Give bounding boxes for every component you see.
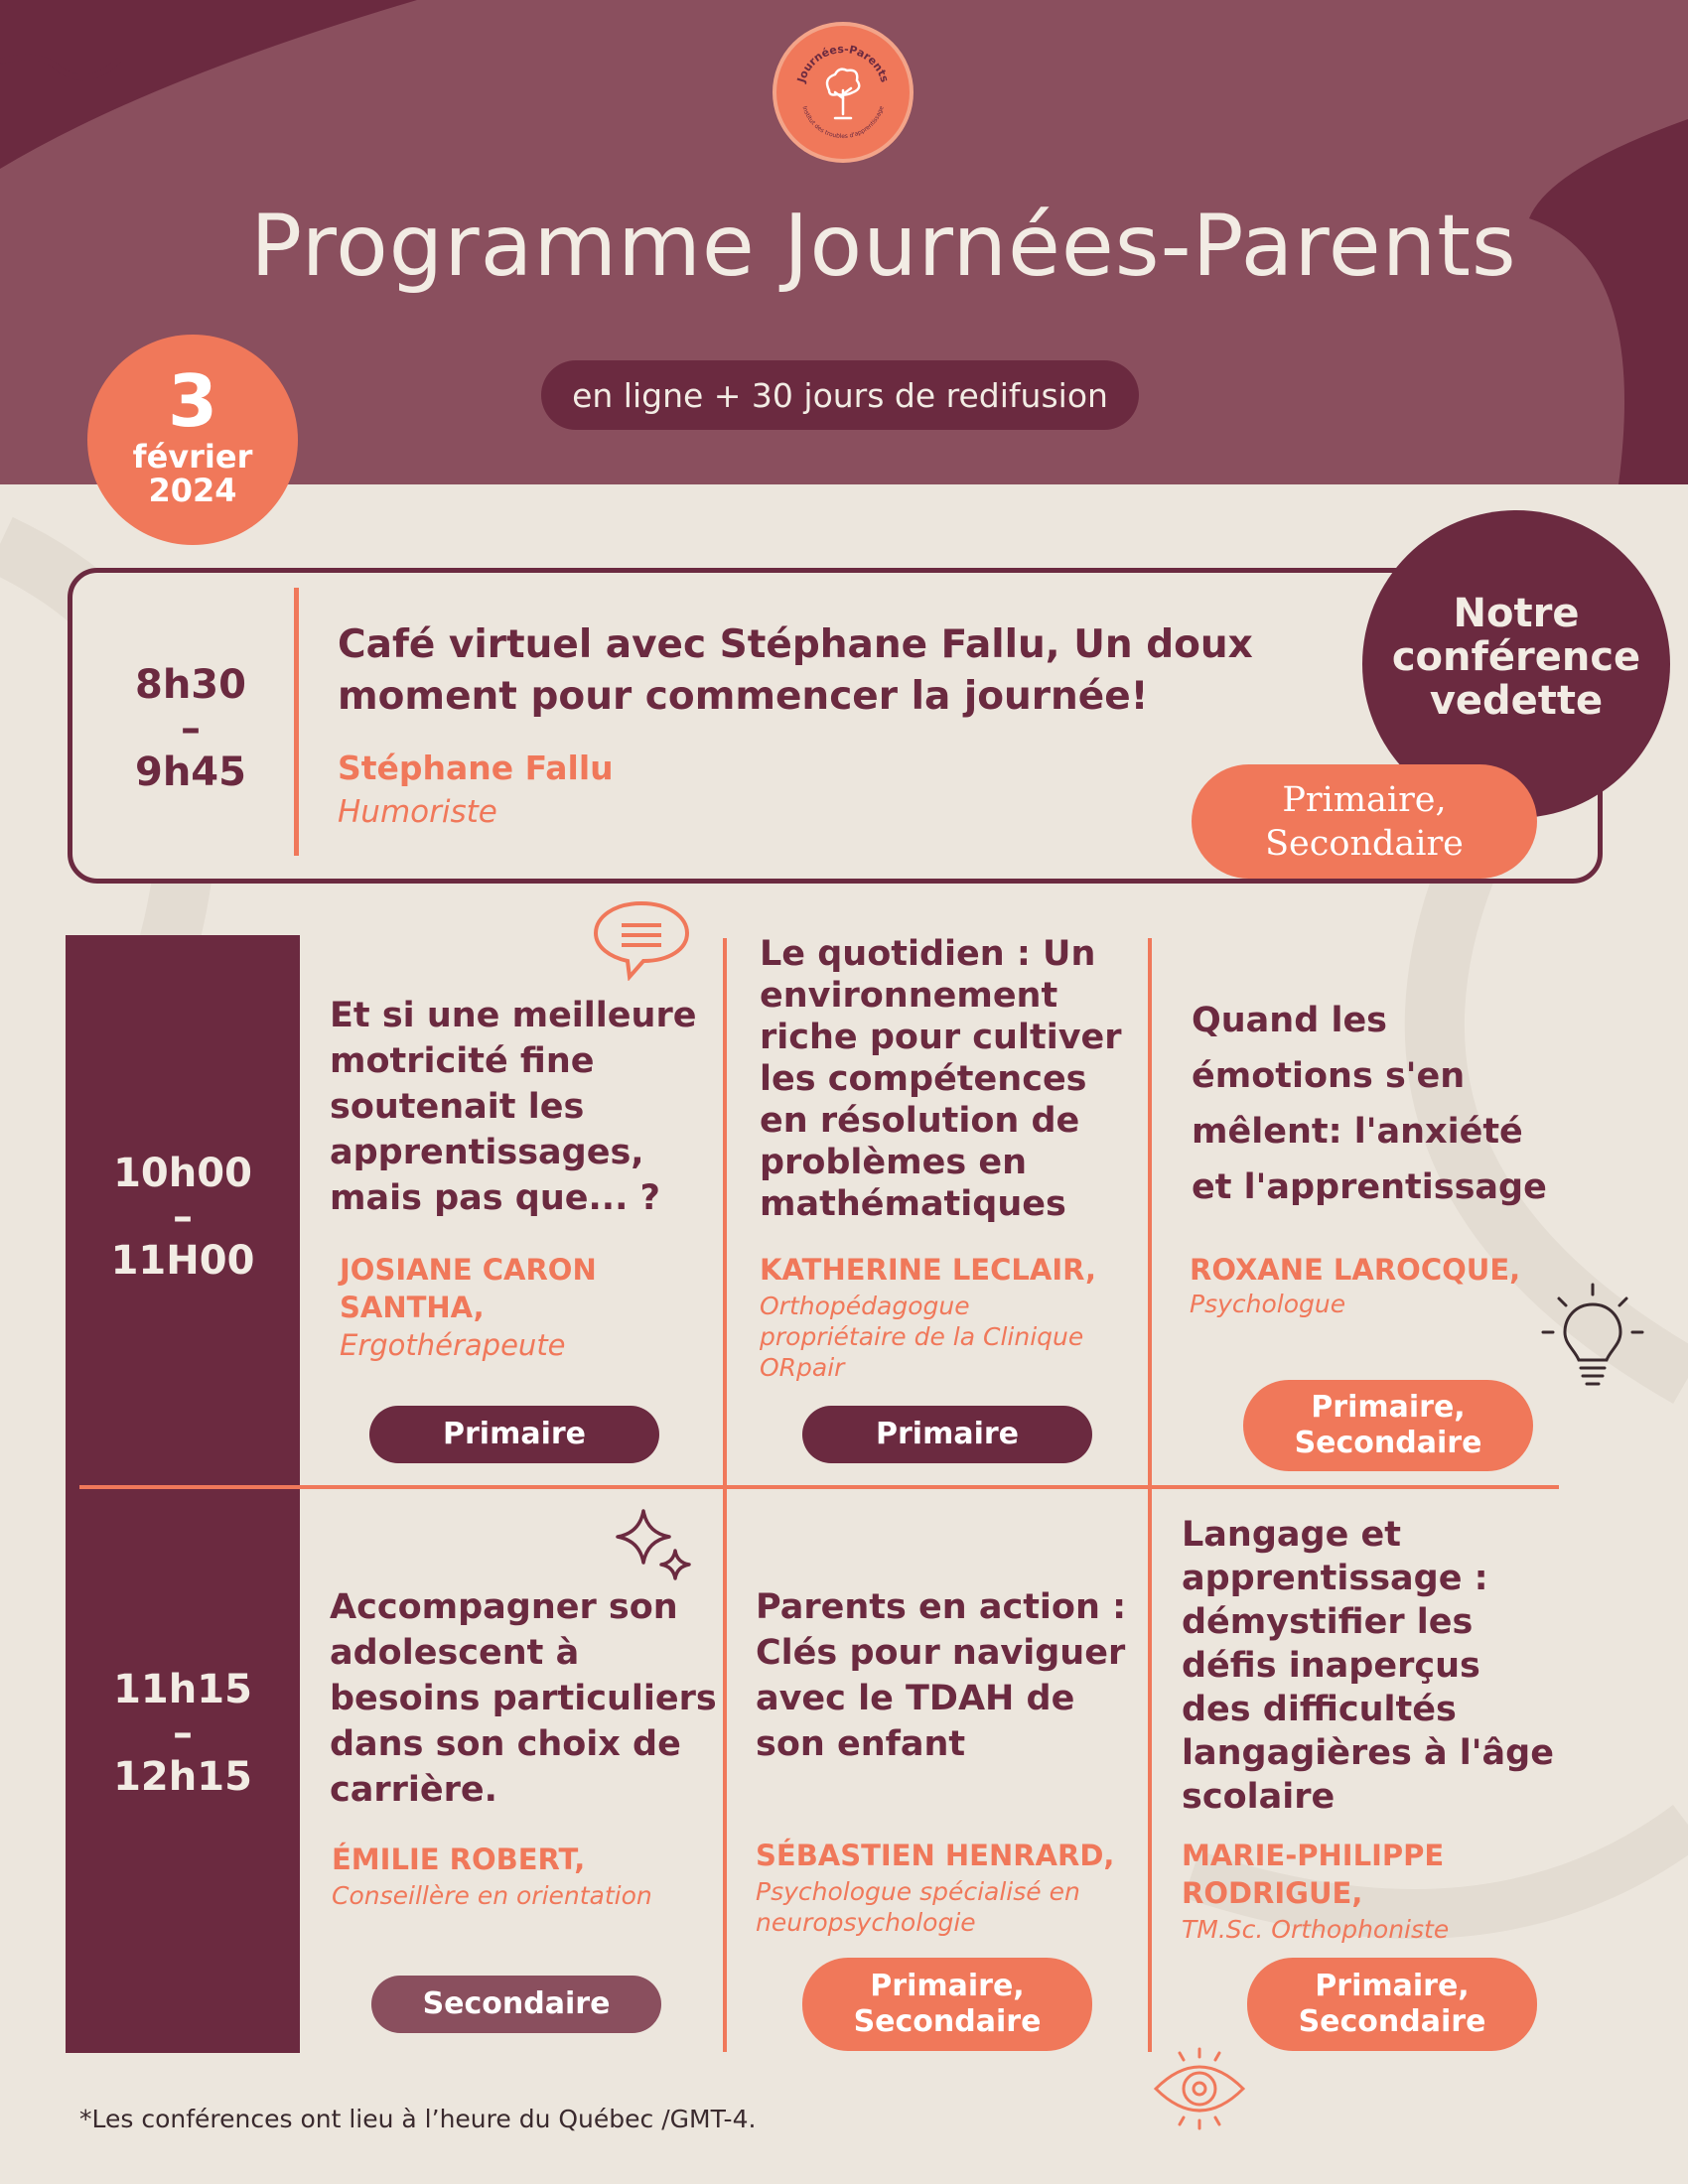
logo-text: Journées-Parents (794, 42, 892, 84)
level-line-2: Secondaire (1294, 1426, 1482, 1460)
slot-time-1 (66, 1152, 300, 1283)
featured-time (117, 663, 264, 794)
slot-time-sep: – (173, 1710, 193, 1756)
logo-subtext: Institut des troubles d'apprentissage (800, 105, 886, 141)
level-line-1: Primaire, (1315, 1969, 1470, 2003)
featured-time-start: 8h30 (135, 662, 246, 708)
brain-tree-icon (783, 33, 903, 152)
featured-time-sep: – (181, 706, 201, 751)
level-line-1: Primaire (443, 1417, 586, 1451)
level-pill (802, 1406, 1092, 1463)
eye-icon (1150, 2045, 1249, 2130)
session-title: Parents en action : Clés pour naviguer avec le TDAH de son enfant (756, 1587, 1127, 1764)
featured-badge: Notre conférence vedette (1362, 510, 1670, 818)
session-role: TM.Sc. Orthophoniste (1182, 1915, 1450, 1944)
column-divider (723, 938, 727, 2052)
level-pill (1243, 1380, 1533, 1471)
page-title: Programme Journées-Parents (250, 197, 1517, 296)
slot-time-start: 11h15 (113, 1667, 252, 1712)
date-day: 3 (167, 359, 218, 443)
featured-role: Humoriste (338, 794, 497, 830)
footnote: *Les conférences ont lieu à l’heure du Québec /GMT-4. (79, 2105, 757, 2133)
featured-title: Café virtuel avec Stéphane Fallu, Un doux moment pour commencer la journée! (338, 622, 1253, 719)
date-badge (87, 335, 298, 545)
session-speaker: SÉBASTIEN HENRARD, (756, 1839, 1115, 1872)
session-speaker: ÉMILIE ROBERT, (332, 1843, 586, 1876)
session-speaker: KATHERINE LECLAIR, (760, 1253, 1096, 1287)
level-line-1: Primaire, (870, 1969, 1025, 2003)
session-speaker: JOSIANE CARON SANTHA, (340, 1253, 597, 1324)
session-role: Orthopédagogue propriétaire de la Clinique ORpair (760, 1292, 1084, 1382)
logo (773, 22, 914, 163)
date-month: février (132, 438, 253, 476)
slot-time-2 (66, 1668, 300, 1799)
slot-time-end: 11H00 (110, 1238, 255, 1284)
online-note-pill: en ligne + 30 jours de redifusion (541, 360, 1139, 430)
session-role: Ergothérapeute (340, 1328, 566, 1362)
level-pill (371, 1976, 661, 2033)
svg-text:Journées-Parents (794, 43, 892, 85)
session-role: Psychologue (1190, 1290, 1346, 1318)
column-divider (1148, 938, 1152, 2052)
session-speaker: ROXANE LAROCQUE, (1190, 1253, 1521, 1287)
sparkle-icon (612, 1505, 701, 1590)
level-line-2: Secondaire (853, 2004, 1042, 2039)
session-speaker: MARIE-PHILIPPE RODRIGUE, (1182, 1839, 1445, 1910)
date-year: 2024 (148, 472, 237, 509)
session-role: Psychologue spécialisé en neuropsychologie (756, 1877, 1080, 1937)
session-title: Langage et apprentissage : démystifier les défis inaperçus des difficultés langagières à l'âge scolaire (1182, 1515, 1554, 1817)
slot-time-end: 12h15 (113, 1754, 252, 1800)
time-column (66, 935, 300, 2053)
level-line-1: Primaire, (1282, 779, 1447, 820)
level-pill (369, 1406, 659, 1463)
level-line-1: Secondaire (422, 1986, 611, 2021)
featured-time-end: 9h45 (135, 750, 246, 795)
row-divider (79, 1485, 1559, 1489)
level-line-2: Secondaire (1265, 823, 1464, 864)
session-title: Et si une meilleure motricité fine soutenait les apprentissages, mais pas que... ? (330, 996, 697, 1218)
slot-time-start: 10h00 (113, 1151, 252, 1196)
level-pill (802, 1958, 1092, 2051)
session-role: Conseillère en orientation (332, 1881, 652, 1910)
level-line-1: Primaire (876, 1417, 1019, 1451)
level-line-1: Primaire, (1311, 1390, 1466, 1425)
featured-level-pill (1192, 764, 1537, 879)
session-title: Quand les émotions s'en mêlent: l'anxiété et l'apprentissage (1192, 1001, 1547, 1207)
slot-time-sep: – (173, 1194, 193, 1240)
session-title: Accompagner son adolescent à besoins particuliers dans son choix de carrière. (330, 1587, 717, 1810)
lightbulb-icon (1541, 1281, 1644, 1392)
level-pill (1247, 1958, 1537, 2051)
featured-divider (294, 588, 299, 856)
speech-bubble-icon (592, 897, 691, 981)
level-line-2: Secondaire (1298, 2004, 1486, 2039)
session-title: Le quotidien : Un environnement riche pour cultiver les compétences en résolution de problèmes en mathématiques (760, 934, 1122, 1224)
featured-speaker: Stéphane Fallu (338, 749, 614, 787)
